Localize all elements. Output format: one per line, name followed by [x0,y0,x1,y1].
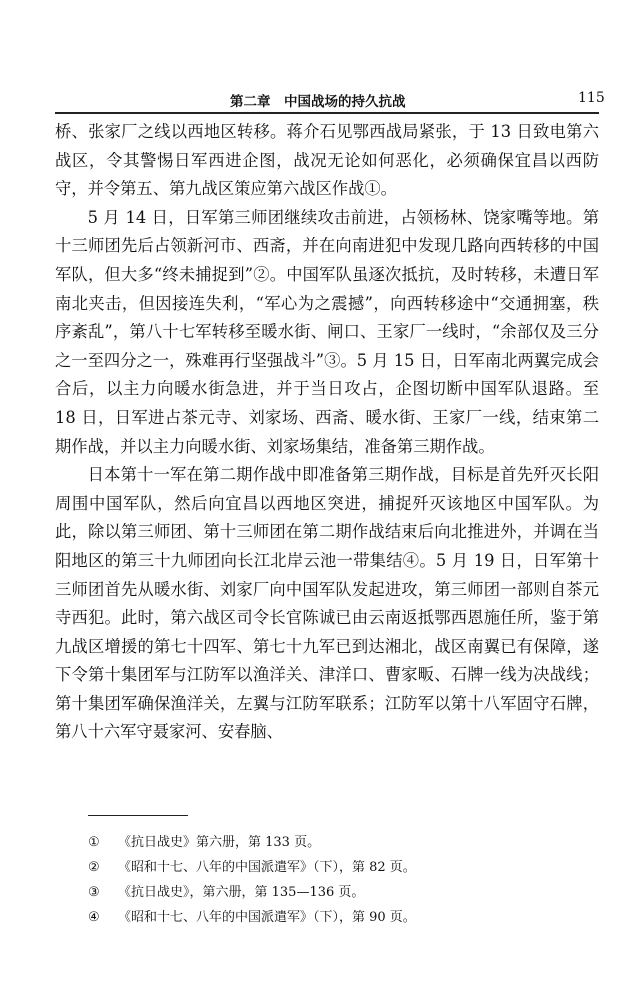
footnote-2 [88,855,588,880]
paragraph-1: 桥、张家厂之线以西地区转移。蒋介石见鄂西战局紧张，于 13 日致电第六战区，令其警惕日军西进企图，战况无论如何恶化，必须确保宜昌以西防守，并令第五、第九战区策应第六战区作战①。 [55,122,599,199]
footnotes [88,830,588,930]
footnote-text: 《抗日战史》，第六册，第 135—136 页。 [118,885,365,900]
footnote-text: 《抗日战史》第六册，第 133 页。 [118,835,321,850]
footnote-4 [88,905,588,930]
body-text [55,118,599,747]
footnote-marker: ① [88,835,100,850]
header-rule [55,112,599,114]
footnote-marker: ③ [88,885,100,900]
page-number: 115 [578,90,605,106]
footnote-3 [88,880,588,905]
paragraph-3: 日本第十一军在第二期作战中即准备第三期作战，目标是首先歼灭长阳周围中国军队，然后向宜昌以西地区突进，捕捉歼灭该地区中国军队。为此，除以第三师团、第十三师团在第二期作战结束后向北推进外，并调在当阳地区的第三十九师团向长江北岸云池一带集结④。5 月 19 日，日军第十三师团首先从暖水街、刘家厂向中国军队发起进攻，第三师团一部则自茶元寺西犯。此时，第六战区司令长官陈诚已由云南返抵鄂西恩施任所，鉴于第九战区增援的第七十四军、第七十九军已到达湘北，战区南翼已有保障，遂下令第十集团军与江防军以渔洋关、津洋口、曹家畈、石牌一线为决战线；第十集团军确保渔洋关，左翼与江防军联系；江防军以第十八军固守石牌，第八十六军守聂家河、安春脑、 [55,465,599,742]
chapter-title: 第二章 中国战场的持久抗战 [230,94,406,110]
footnote-1 [88,830,588,855]
paragraph-2: 5 月 14 日，日军第三师团继续攻击前进，占领杨林、饶家嘴等地。第十三师团先后占领新河市、西斋，并在向南进犯中发现几路向西转移的中国军队，但大多“终未捕捉到”②。中国军队虽逐次抵抗，及时转移，未遭日军南北夹击，但因接连失利，“军心为之震撼”，向西转移途中“交通拥塞，秩序紊乱”，第八十七军转移至暖水街、闸口、王家厂一线时，“余部仅及三分之一至四分之一，殊难再行坚强战斗”③。5 月 15 日，日军南北两翼完成会合后，以主力向暖水街急进，并于当日攻占，企图切断中国军队退路。至 18 日，日军进占茶元寺、刘家场、西斋、暖水街、王家厂一线，结束第二期作战，并以主力向暖水街、刘家场集结，准备第三期作战。 [55,207,599,456]
footnote-separator [88,815,188,816]
footnote-marker: ② [88,860,100,875]
footnote-text: 《昭和十七、八年的中国派遣军》（下），第 90 页。 [118,910,416,925]
running-header [0,88,644,112]
footnote-marker: ④ [88,910,100,925]
footnote-text: 《昭和十七、八年的中国派遣军》（下），第 82 页。 [118,860,416,875]
